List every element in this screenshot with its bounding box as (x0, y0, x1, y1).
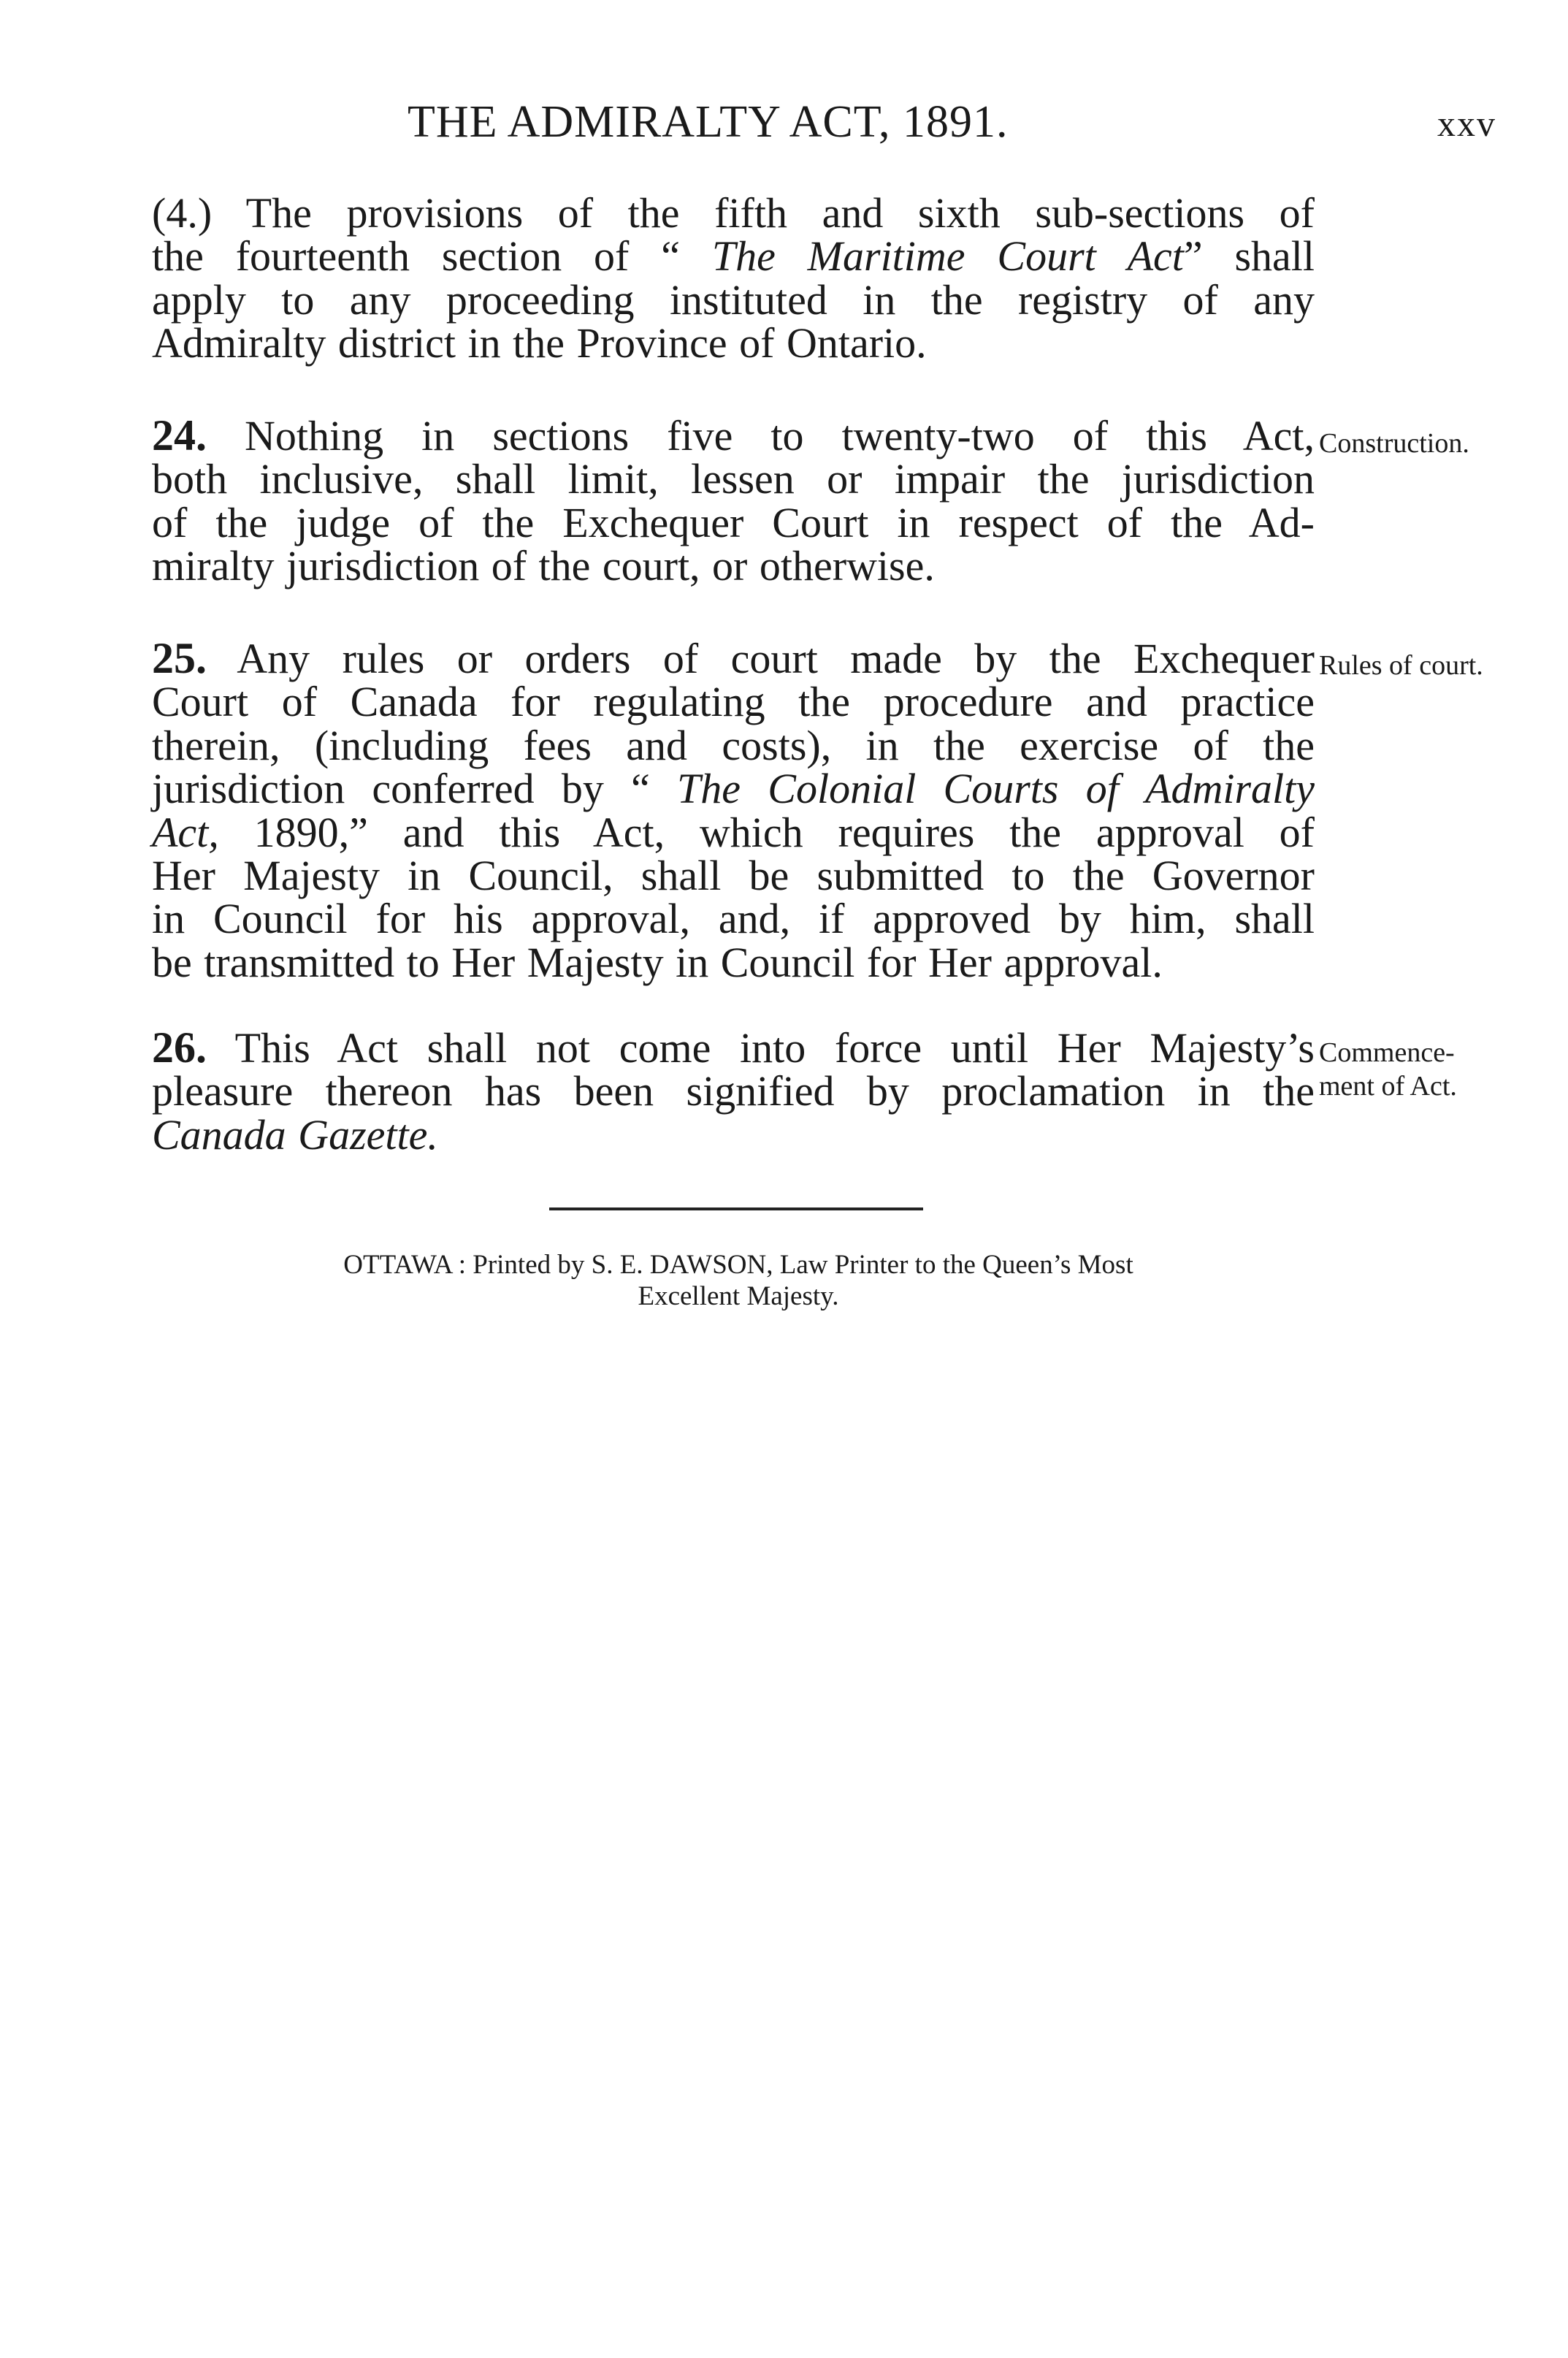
section-24-paragraph (152, 411, 1315, 590)
marginal-note-line: ment of Act. (1319, 1071, 1457, 1102)
page-number: xxv (1437, 103, 1496, 144)
text-line: Court of Canada for regulating the procedure and practice (152, 678, 1315, 726)
printer-imprint (216, 1249, 1261, 1312)
act-title-italic: The Colonial Courts of Admiralty (677, 765, 1315, 813)
text-line: Act, 1890,” and this Act, which requires the approval of (152, 808, 1315, 856)
subsection-4-paragraph (152, 191, 1315, 365)
text-line: jurisdiction conferred by “ The Colonial Courts of Admiralty (152, 765, 1315, 813)
section-number: 24. (152, 411, 207, 459)
gazette-title-italic: Canada Gazette. (152, 1110, 438, 1159)
section-number: 25. (152, 634, 207, 682)
text-line: 24. Nothing in sections five to twenty-two of this Act, (152, 411, 1315, 459)
text-line: in Council for his approval, and, if approved by him, shall (152, 895, 1315, 943)
running-header-title: THE ADMIRALTY ACT, 1891. (408, 97, 1009, 147)
section-number: 26. (152, 1023, 207, 1072)
text-line: the fourteenth section of “ The Maritime Court Act” shall (152, 232, 1315, 281)
text-line: be transmitted to Her Majesty in Council for Her approval. (152, 938, 1163, 986)
imprint-line: Excellent Majesty. (638, 1281, 839, 1311)
text-line: Her Majesty in Council, shall be submitted to the Governor (152, 852, 1315, 900)
text-line: of the judge of the Exchequer Court in respect of the Ad- (152, 498, 1315, 546)
text-line: therein, (including fees and costs), in the exercise of the (152, 721, 1315, 769)
text-line: miralty jurisdiction of the court, or otherwise. (152, 542, 935, 590)
text-line: Admiralty district in the Province of Ontario. (152, 319, 927, 367)
text-line: 26. This Act shall not come into force until Her Majesty’s (152, 1023, 1315, 1072)
marginal-note-line: Commence- (1319, 1037, 1455, 1068)
text-line: apply to any proceeding instituted in the registry of any (152, 275, 1315, 324)
text-line: (4.) The provisions of the fifth and sixth sub-sections of (152, 189, 1315, 237)
act-title-italic: Act, (152, 808, 219, 856)
section-26-paragraph (152, 1023, 1315, 1159)
section-25-paragraph (152, 634, 1315, 986)
marginal-note-rules-of-court: Rules of court. (1319, 650, 1483, 681)
marginal-note-commencement (1319, 1036, 1457, 1103)
imprint-line: OTTAWA : Printed by S. E. DAWSON, Law Printer to the Queen’s Most (343, 1250, 1133, 1280)
text-line: pleasure thereon has been signified by proclamation in the (152, 1067, 1315, 1115)
marginal-note-construction: Construction. (1319, 428, 1469, 459)
text-line (152, 1110, 1315, 1159)
horizontal-rule (549, 1207, 923, 1210)
text-line: 25. Any rules or orders of court made by the Exchequer (152, 634, 1315, 682)
act-title-italic: The Maritime Court Act (711, 232, 1184, 281)
text-line: both inclusive, shall limit, lessen or impair the jurisdiction (152, 455, 1315, 503)
